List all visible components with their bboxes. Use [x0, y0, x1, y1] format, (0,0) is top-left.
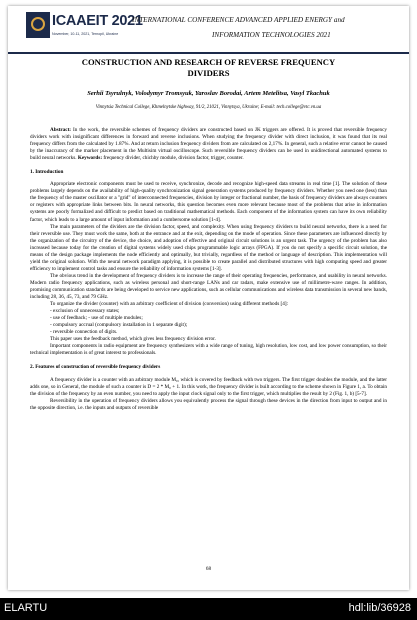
section-2-paragraph-1: A frequency divider is a counter with an arbitrary module M₀, which is covered by feedback with two triggers. The first trigger doubles the module, and the latter adds one, so in General, the module of such a counter is D = 2 * M₀ + 1. In this work, the frequency divider is built according to the scheme shown in Figure 1, a. To obtain the division of the frequency by an even number, you need to apply the input clock signal only to the first trigger, which multiplies the result by 2 (Fig. 1, b) [5-7].: [30, 376, 387, 397]
section-1-paragraph-2: The main parameters of the dividers are the division factor, speed, and complexity. When using frequency dividers to build neural networks, there is a need for their reversible use. They must work the same, both at the entrance and at the exit, depending on the mode of operation. Since these parameters are influenced directly by the organization of the circuitry of the device, the choice, and adoption of effective and original circuit solutions is an urgent task. The urgency of the problem has also increased because today for the creation of digital systems widely used chips programmable logic arrays (FPGA). If you do not specify a specific circuit solution, the means of the design package implements the node efficiently and optimally, but trivially, regardless of the method or language of description. This implementation will yield the original solution. With the neural network paradigm applying, it is possible to create parallel and distributed structures with high computing speed and greater efficiency to implement control tasks and ensure the reliability of information systems [1-3].: [30, 223, 387, 272]
logo-emblem-icon: [26, 12, 50, 38]
section-2-paragraph-2: Reversibility in the operation of frequency dividers allows you equivalently process the signal through these devices in the direction from input to output and in the opposite direction, i.e. the inputs and outputs of reversible: [30, 397, 387, 411]
conference-header: [8, 6, 409, 52]
header-divider: [8, 52, 409, 54]
list-item: - exclusion of unnecessary states;: [50, 308, 120, 315]
methods-list: [30, 308, 387, 336]
keywords-label: Keywords:: [77, 155, 103, 162]
list-item: - use of feedback; - use of multiple modules;: [50, 315, 143, 322]
abstract-text: In the work, the reversible schemes of frequency dividers are constructed based on JK triggers are offered. It is proved that reversible frequency dividers work with insignificant differences in forward and reverse inclusions. When studying the frequency divider with direct inclusion, it was found that its real frequency differs from the calculated by 1.87%. And at return inclusion frequency dividers from are calculated on 2,17%. In general, such a relative error cannot be caused by the inaccuracy of the marker placement in the Multisim virtual oscilloscope. Such reversible frequency dividers can be used in unidirectional automated systems to build neural networks.: [30, 127, 387, 162]
abstract-label: Abstract:: [50, 127, 72, 133]
list-item: - reversible connection of digits.: [50, 329, 118, 336]
conference-logo: [26, 12, 143, 50]
section-1-paragraph-1: Appropriate electronic components must be used to receive, synchronize, decode and recognize high-speed data streams in real time [1]. The solution of these problems largely depends on the availability of high-quality synchronization signal generation systems produced by frequency dividers. Whether you need one (less) than the frequency of the master oscillator or a "grid" of interconnected frequencies, division by integer or fractional number, the basis of frequency dividers are always counters or registers with appropriate links between bits. In neural networks, this question becomes even more relevant because most of the problems that arise in information systems are poorly formalized and difficult to predict based on traditional mathematical methods. Each component of the information system can have its own reliability factor, which leads to a large amount of input information and a cumbersome solution [1-4].: [30, 181, 387, 223]
section-1-paragraph-4: To organize the divider (counter) with an arbitrary coefficient of division (conversion) using different methods [4]:: [50, 301, 289, 308]
logo-subtext: November, 10-11, 2021, Ternopil, Ukraine: [52, 32, 119, 36]
section-1-paragraph-3: The obvious trend in the development of frequency dividers is to increase the range of their operating frequencies, performance, and usability in neural networks. Modern radio frequency applications, such as wireless personal and short-range LANs and car radars, make extensive use of millimetre-wave ranges. In addition, promising communication standards are being developed to service new applications, such as cellular communications and wireless data transmission in several new bands, including 28, 36, 45, 73, and 79 GHz.: [30, 272, 387, 301]
footer-repository-name: ELARTU: [4, 602, 48, 614]
footer-handle: hdl:lib/36928: [348, 602, 411, 614]
paper-title-line-1: CONSTRUCTION AND RESEARCH OF REVERSE FREQUENCY: [81, 57, 336, 67]
section-1-heading: 1. Introduction: [30, 169, 64, 176]
paper-body: [30, 127, 387, 412]
section-1-paragraph-6: Important components in radio equipment are frequency synthesizers with a wide range of tuning, high resolution, low cost, and low power consumption, so their technical implementation is of great interest to professionals.: [30, 343, 387, 357]
section-2-heading: 2. Features of construction of reversible frequency dividers: [30, 364, 161, 371]
conference-name: [132, 13, 402, 43]
paper-authors: Serhii Tsyrulnyk, Volodymyr Tromsyuk, Yaroslav Borodai, Artem Metelitsa, Vasyl Tkachuk: [87, 90, 330, 97]
conference-line-2: INFORMATION TECHNOLOGIES 2021: [212, 31, 331, 39]
logo-text: ICAAEIT 2021: [52, 13, 143, 29]
conference-line-1: INTERNATIONAL CONFERENCE ADVANCED APPLIED ENERGY and: [132, 16, 345, 24]
keywords-text: frequency divider, chichby module, division factor, trigger, counter.: [102, 155, 244, 162]
section-1-paragraph-5: This paper uses the feedback method, which gives less frequency division error.: [50, 336, 216, 343]
list-item: - compulsory accrual (compulsory installation in 1 separate digit);: [50, 322, 188, 329]
paper-title-line-2: DIVIDERS: [187, 68, 230, 78]
page-number: 68: [205, 566, 212, 572]
abstract: [30, 127, 387, 162]
paper-affiliation: Vinnytsia Technical College, Khmelnytske highway, 91/2, 21021, Vinnytsya, Ukraine; E-mail: tech.college@vtc.vn.ua: [95, 105, 322, 110]
repository-footer: [0, 598, 417, 620]
paper-title: [48, 57, 369, 79]
paper-page: [8, 6, 409, 590]
